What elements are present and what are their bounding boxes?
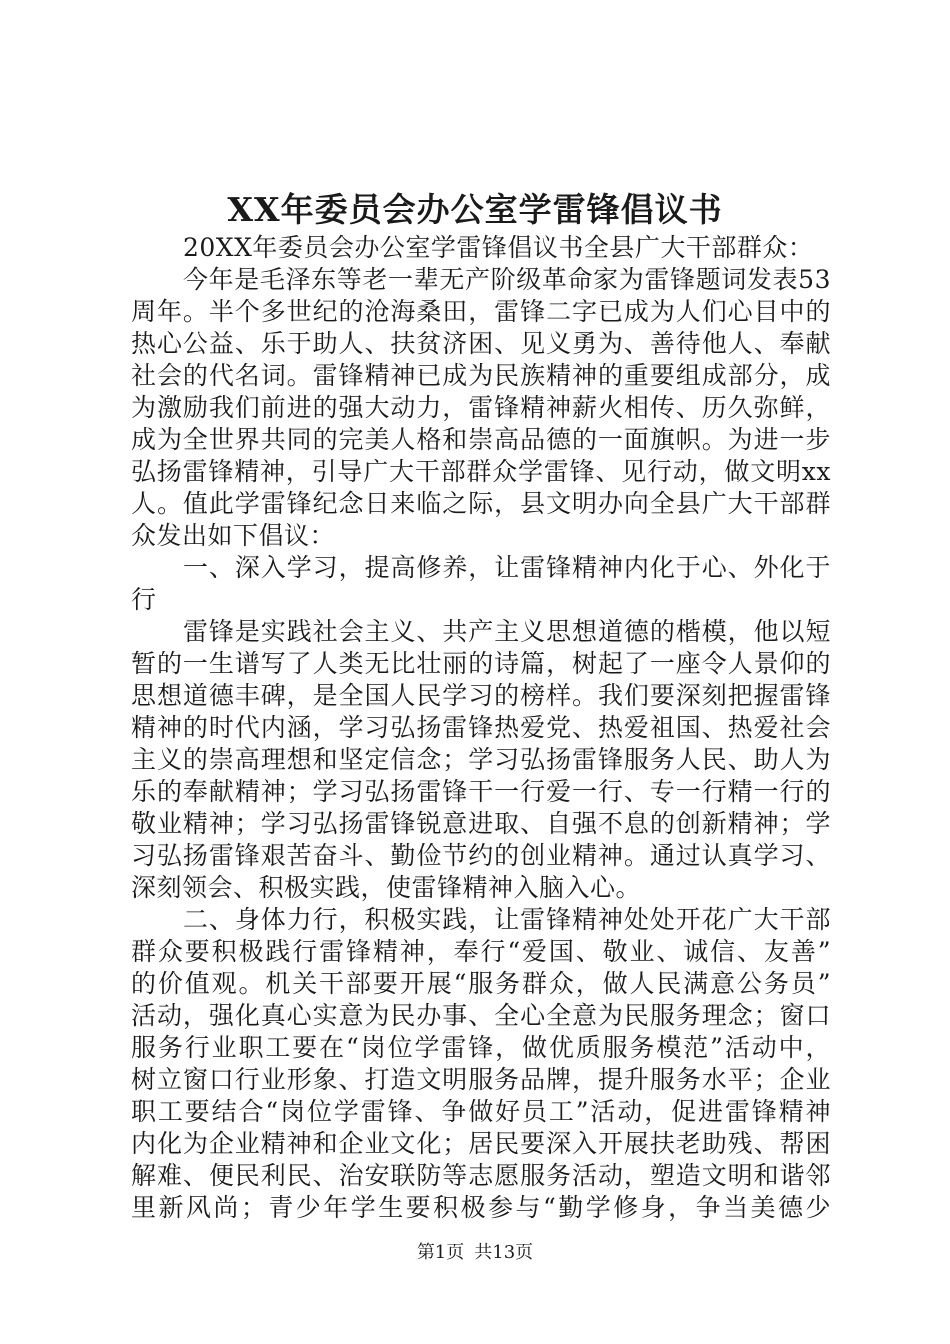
page-number: 第1页 [416, 1242, 465, 1263]
text-line: 今年是毛泽东等老一辈无产阶级革命家为雷锋题词发表53 [183, 265, 831, 294]
text-line: 思想道德丰碑，是全国人民学习的榜样。我们要深刻把握雷锋 [131, 681, 831, 710]
text-line: 内化为企业精神和企业文化；居民要深入开展扶老助残、帮困 [131, 1129, 831, 1158]
document-body [131, 232, 831, 1224]
text-line: 服务行业职工要在“岗位学雷锋，做优质服务模范”活动中， [131, 1033, 831, 1062]
page-total: 共13页 [474, 1242, 534, 1263]
document-title: XX年委员会办公室学雷锋倡议书 [227, 190, 723, 229]
text-line: 职工要结合“岗位学雷锋、争做好员工”活动，促进雷锋精神 [131, 1097, 831, 1126]
text-line: 一、深入学习，提高修养，让雷锋精神内化于心、外化于 [183, 553, 831, 582]
text-line: 二、身体力行，积极实践，让雷锋精神处处开花广大干部 [183, 905, 831, 934]
text-line: 行 [131, 585, 157, 614]
text-line: 20XX年委员会办公室学雷锋倡议书全县广大干部群众： [183, 233, 814, 262]
text-line: 为激励我们前进的强大动力，雷锋精神薪火相传、历久弥鲜， [131, 393, 831, 422]
text-line: 众发出如下倡议： [131, 521, 336, 550]
page-footer [0, 1241, 950, 1265]
text-line: 习弘扬雷锋艰苦奋斗、勤俭节约的创业精神。通过认真学习、 [131, 841, 831, 870]
text-line: 活动，强化真心实意为民办事、全心全意为民服务理念；窗口 [131, 1001, 831, 1030]
text-line: 雷锋是实践社会主义、共产主义思想道德的楷模，他以短 [183, 617, 831, 646]
text-line: 精神的时代内涵，学习弘扬雷锋热爱党、热爱祖国、热爱社会 [131, 713, 831, 742]
text-line: 成为全世界共同的完美人格和崇高品德的一面旗帜。为进一步 [131, 425, 831, 454]
text-line: 周年。半个多世纪的沧海桑田，雷锋二字已成为人们心目中的 [131, 297, 831, 326]
text-line: 热心公益、乐于助人、扶贫济困、见义勇为、善待他人、奉献 [131, 329, 831, 358]
text-line: 解难、便民利民、治安联防等志愿服务活动，塑造文明和谐邻 [131, 1161, 831, 1190]
text-line: 的价值观。机关干部要开展“服务群众，做人民满意公务员” [131, 969, 831, 998]
text-line: 树立窗口行业形象、打造文明服务品牌，提升服务水平；企业 [131, 1065, 831, 1094]
text-line: 深刻领会、积极实践，使雷锋精神入脑入心。 [131, 873, 642, 902]
text-line: 暂的一生谱写了人类无比壮丽的诗篇，树起了一座令人景仰的 [131, 649, 831, 678]
text-line: 主义的崇高理想和坚定信念；学习弘扬雷锋服务人民、助人为 [131, 745, 831, 774]
text-line: 社会的代名词。雷锋精神已成为民族精神的重要组成部分，成 [131, 361, 831, 390]
text-line: 敬业精神；学习弘扬雷锋锐意进取、自强不息的创新精神；学 [131, 809, 831, 838]
text-line: 弘扬雷锋精神，引导广大干部群众学雷锋、见行动，做文明xx [131, 457, 831, 486]
text-line: 人。值此学雷锋纪念日来临之际，县文明办向全县广大干部群 [131, 489, 831, 518]
text-line: 乐的奉献精神；学习弘扬雷锋干一行爱一行、专一行精一行的 [131, 777, 831, 806]
text-line: 群众要积极践行雷锋精神，奉行“爱国、敬业、诚信、友善” [131, 937, 831, 966]
text-line: 里新风尚；青少年学生要积极参与“勤学修身，争当美德少 [131, 1193, 831, 1222]
